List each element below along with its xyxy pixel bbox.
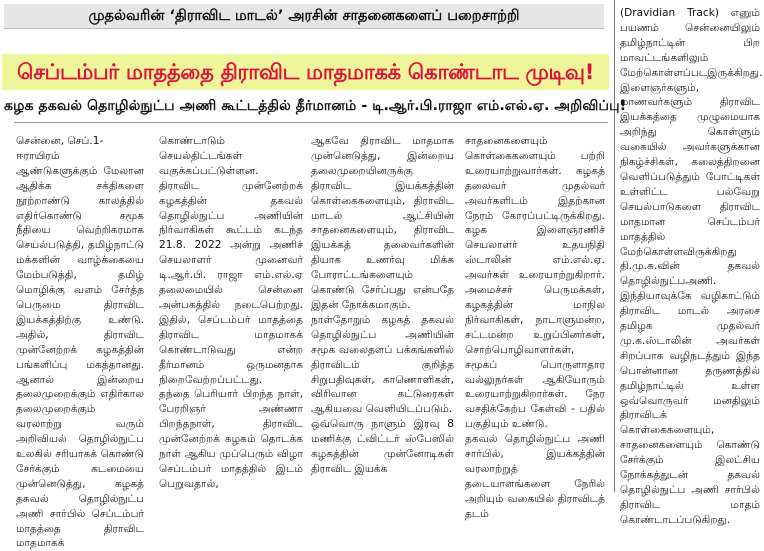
article-headline: செப்டம்பர் மாதத்தை திராவிட மாதமாகக் கொண்டாட முடிவு! <box>16 60 595 84</box>
body-column-1: சென்னை, செப்.1- ஈராயிரம் ஆண்டுகளுக்கும் மேலான ஆதிக்க சக்திகளை நூற்றாண்டு காலத்தில் எதிர்கொண்டு சமூக நீதியை வெற்றிகரமாக செயல்படுத்தி, தமிழ்நாட்டு மக்களின் வாழ்க்கையை மேம்படுத்தி, தமிழ் மொழிக்கு வளம் சேர்த்த பெருமை திராவிட இயக்கத்திற்கு உண்டு. அதில், திராவிட முன்னேற்றக் கழகத்தின் பங்களிப்பு மகத்தானது. ஆனால் இன்றைய தலைமுறைக்கும் எதிர்கால தலைமுறைக்கும் வரலாற்று வரும் அறிவியல் தொழில்நுட்ப உலகில் சரியாகக் கொண்டு சேர்க்கும் கடமையை முன்னெடுத்து, கழகத் தகவல் தொழில்நுட்ப அணி சார்பில் செப்டம்பர் மாதத்தை திராவிட மாதமாகக் <box>16 135 144 550</box>
body-column-4: சாதனைகளையும் கொள்கைகளையும் பற்றி உரையாற்றுவார்கள். கழகத் தலைவர் முதல்வர் அவர்களிடம் இதற்கான நேரம் கோரப்பட்டிருக்கிறது. கழக இளைஞரணிச் செயலாளர் உதயநிதி ஸ்டாலின் எம்.எல்.ஏ. அவர்கள் உரையாற்றுகிறார். அமைச்சர் பெருமக்கள், கழகத்தின் மாநில நிர்வாகிகள், நாடாளுமன்ற, சட்டமன்ற உறுப்பினர்கள், சொற்பொழிவாளர்கள், சமூகப் பொருளாதார வல்லுநர்கள் ஆகியோரும் உரையாற்றுகிறார்கள். நேர வசதிக்கேற்ப கேள்வி - பதில் பகுதியும் உண்டு. தகவல் தொழில்நுட்ப அணி சார்பில், இயக்கத்தின் வரலாற்றுத் தடையாளங்களை நேரில் அறியும் வகையில் திராவிடத் தடம் <box>465 135 605 520</box>
side-column: (Dravidian Track) எனும் பயணம் சென்னையிலும் தமிழ்நாட்டின் பிற மாவட்டங்களிலும் மேற்கொள்ளப்படஇருக்கிறது. இளைஞர்களும், மாணவர்களும் திராவிட இயக்கத்தை முழுமையாக அறிந்து கொள்ளும் வகையில் அவர்களுக்கான நிகழ்ச்சிகள், கலைத்திறனை வெளிப்படுத்தும் போட்டிகள் உள்ளிட்ட பல்வேறு செயல்பாடுகளை திராவிட மாதமான செப்டம்பர் மாதத்தில் மேற்கொள்ளவிருக்கிறது தி.மு.க.வின் தகவல் தொழில்நுட்பஅணி. இந்தியாவுக்கே வழிகாட்டும் திராவிட மாடல் அரசை தமிழக முதல்வர் மு.க.ஸ்டாலின் அவர்கள் சிறப்பாக வழிநடத்தும் இந்த பொன்னான தருணத்தில் தமிழ்நாட்டில் உள்ள ஒவ்வொருவர் மனதிலும் திராவிடக் கொள்கைகளையும், சாதனைகளையும் கொண்டு சேர்க்கும் இலட்சிய நோக்கத்துடன் தகவல் தொழில்நுட்ப அணி சார்பில் திராவிட மாதம் கொண்டாடப்படுகிறது. <box>620 7 763 526</box>
article-subheadline: கழக தகவல் தொழில்நுட்ப அணி கூட்டத்தில் தீர்மானம் - டி.ஆர்.பி.ராஜா எம்.எல்.ஏ. அறிவிப்பு! <box>4 98 627 114</box>
body-column-3: ஆகவே திராவிட மாதமாக முன்னெடுத்து, இன்றைய தலைமுறையினருக்கு திராவிட இயக்கத்தின் கொள்கைகளையும், திராவிட மாடல் ஆட்சியின் சாதனைகளையும், திராவிட இயக்கத் தலைவர்களின் தியாக உணர்வு மிக்க போராட்டங்களையும் கொண்டு சேர்ப்பது என்பதே இதன் நோக்கமாகும். நாள்தோறும் கழகத் தகவல் தொழில்நுட்ப அணியின் சமூக வலைதளப் பக்கங்களில் திராவிடம் குறித்த சிறுபதிவுகள், காணொளிகள், விரிவான கட்டுரைகள் ஆகியவை வெளியிடப்படும். ஒவ்வொரு நாளும் இரவு 8 மணிக்கு ட்விட்டர் ஸ்பேஸில் கழகத்தின் முன்னோடிகள் திராவிட இயக்க <box>311 135 454 475</box>
divider-rule <box>14 122 608 123</box>
body-column-2: கொண்டாடும் செயல்திட்டங்கள் வகுக்கப்பட்டுள்ளன. திராவிட முன்னேற்றக் கழகத்தின் தகவல் தொழில்நுட்ப அணியின் நிர்வாகிகள் கூட்டம் கடந்த 21.8. 2022 அன்று அணிச் செயலாளர் முனைவர் டி.ஆர்.பி. ராஜா எம்.எல்.ஏ தலைமையில் சென்னை அன்பகத்தில் நடைபெற்றது. இதில், செப்டம்பர் மாதத்தை திராவிட மாதமாகக் கொண்டாடுவது என்ற தீர்மானம் ஒருமனதாக நிறைவேற்றப்பட்டது. தந்தை பெரியார் பிறந்த நாள், பேரறிஞர் அண்ணா பிறந்தநாள், திராவிட முன்னேற்றக் கழகம் தொடக்க நாள் ஆகிய முப்பெரும் விழா செப்டம்பர் மாதத்தில் இடம் பெறுவதால், <box>159 135 303 490</box>
article-kicker: முதல்வரின் ‘திராவிட மாடல்’ அரசின் சாதனைகளைப் பறைசாற்றி <box>4 4 604 29</box>
